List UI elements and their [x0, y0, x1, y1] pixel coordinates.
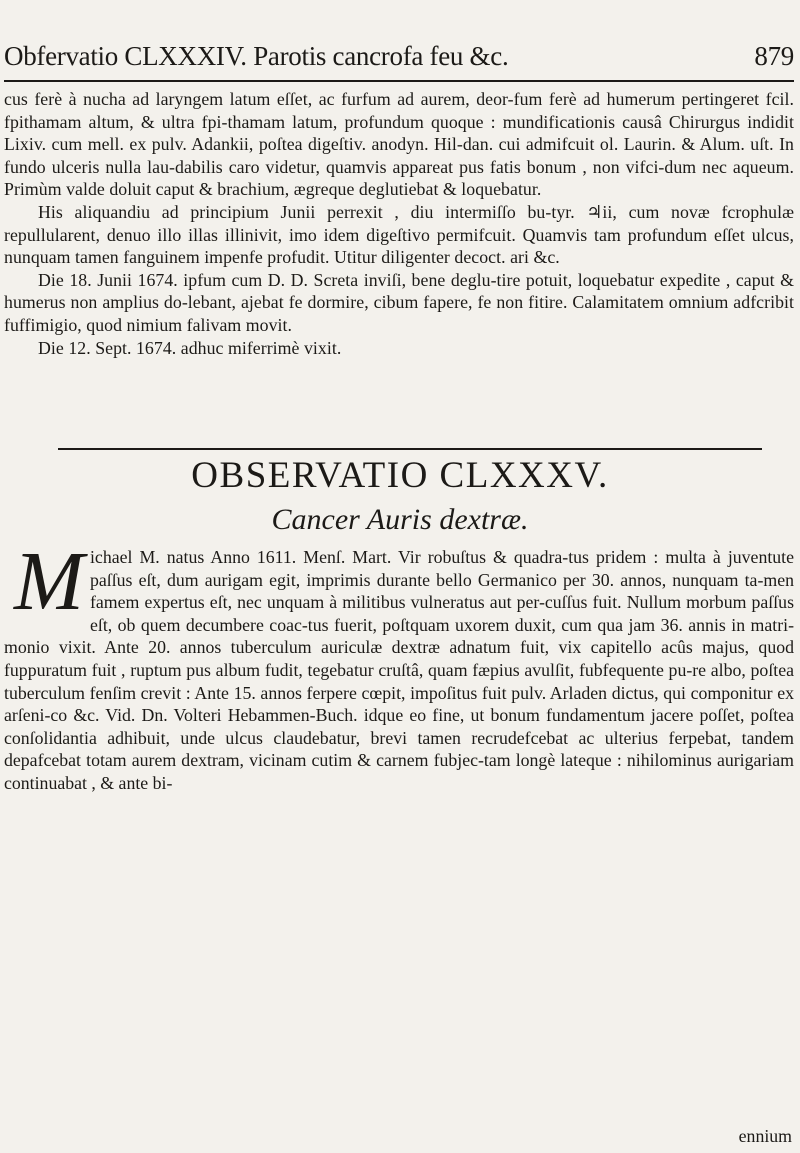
- observation-title: OBSERVATIO CLXXXV.: [191, 455, 609, 496]
- header-rule: [4, 80, 794, 82]
- catchword: ennium: [738, 1126, 792, 1146]
- running-header: [4, 40, 794, 72]
- body-text-top: [4, 88, 794, 359]
- header-title: Obfervatio CLXXXIV. Parotis cancrofa feu &c.: [4, 41, 509, 71]
- paragraph: Die 12. Sept. 1674. adhuc miferrimè vixit.: [38, 337, 342, 358]
- observation-subtitle: Cancer Auris dextræ.: [271, 503, 529, 536]
- paragraph: Die 18. Junii 1674. ipfum cum D. D. Screta inviſi, bene deglu-tire potuit, loquebatur expedite , caput & humerus non amplius do-lebant, ajebat fe dormire, cibum fapere, fe non fitire. Calamitatem omnium adfcribit fuffimigio, quod nimium falivam movit.: [4, 269, 794, 335]
- case-text: [4, 535, 794, 795]
- case-paragraph: ichael M. natus Anno 1611. Menſ. Mart. Vir robuſtus & quadra-tus pridem : multa à juventute paſſus eſt, dum aurigam egit, imprimis durante bello Germanico per 30. annos, nunquam ta-men famem expertus eſt, nec unquam à militibus vulneratus aut per-cuſſus fuit. Nullum morbum paſſus eſt, ob quem decumbere coac-tus fuerit, poſtquam uxorem duxit, cum qua jam 36. annis in matri-monio vixit. Ante 20. annos tuberculum auriculæ dextræ adnatum fuit, vix capitello acûs majus, quod fuppuratum fuit , ruptum pus album fudit, tegebatur cruſtâ, quam fæpius avulſit, fubfequente pu-re albo, poſtea tuberculum fenſim crevit : Ante 15. annos ferpere cœpit, impoſitus fuit pulv. Arladen dictus, qui componitur ex arſeni-co &c. Vid. Dn. Volteri Hebammen-Buch. idque eo fine, ut bonum fundamentum jacere poſſet, poſtea conſolidantia adhibuit, unde ulcus claudebatur, brevi tamen recrudefcebat ac ulterius ferpebat, tandem depafcebat totam aurem dextram, vicinam cutim & carnem fubjec-tam longè lateque : nihilominus aurigariam continuabat , & ante bi-: [4, 547, 794, 793]
- page-number: 879: [754, 41, 794, 71]
- paragraph: His aliquandiu ad principium Junii perrexit , diu intermiſſo bu-tyr. ♃ii, cum novæ fcrophulæ repullularent, denuo illo illas illinivit, imo idem digeſtivo permifcuit. Quamvis tam profundum eſſet ulcus, nunquam tamen fanguinem impenfe profudit. Utitur diligenter decoct. ari &c.: [4, 201, 794, 268]
- paragraph: cus ferè à nucha ad laryngem latum eſſet, ac furfum ad aurem, deor-fum ferè ad humerum pertingeret fcil. fpithamam altum, & ultra fpi-thamam latum, profundum quoque : mundificationis causâ Chirurgus indidit Lixiv. cum mell. ex pulv. Adankii, poſtea digeſtiv. anodyn. Hil-dan. cui admifcuit ol. Laurin. & Alum. uſt. In fundo ulceris nulla lau-dabilis caro videtur, quamvis appareat pus fatis bonum , non vifci-dum nec aqueum. Primùm valde doluit caput & brachium, ægreque deglutiebat & loquebatur.: [4, 89, 794, 200]
- drop-cap: M: [14, 535, 84, 628]
- section-rule: [58, 448, 762, 450]
